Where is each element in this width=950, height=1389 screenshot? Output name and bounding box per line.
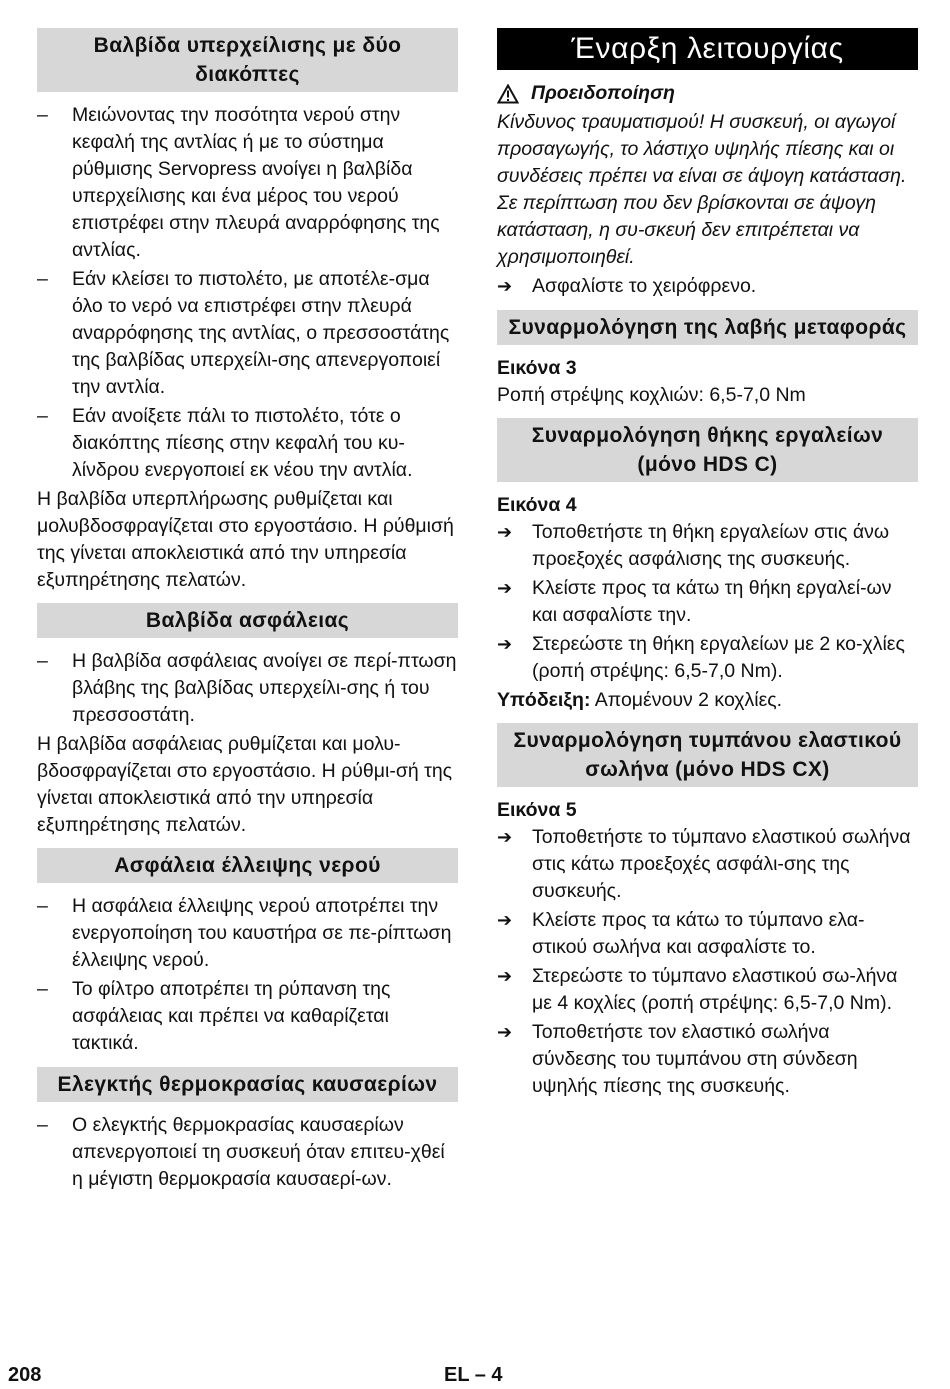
section-heading-hose-drum: Συναρμολόγηση τυμπάνου ελαστικού σωλήνα (μόνο HDS CX) bbox=[497, 723, 918, 787]
warning-text: Κίνδυνος τραυματισμού! Η συσκευή, οι αγωγοί προσαγωγής, το λάστιχο υψηλής πίεσης και οι συνδέσεις πρέπει να είναι σε άψογη κατάσταση. Σε περίπτωση που δεν βρίσκονται σε άψογη κατάσταση, η συ-σκευή δεν επιτρέπεται να χρησιμοποιηθεί. bbox=[497, 111, 907, 268]
step-text: Τοποθετήστε τη θήκη εργαλείων στις άνω προεξοχές ασφάλισης της συσκευής. bbox=[532, 521, 890, 570]
list-item-text: Ο ελεγκτής θερμοκρασίας καυσαερίων απενεργοποιεί τη συσκευή όταν επιτευ-χθεί η μέγιστη θερμοκρασία καυσαερί-ων. bbox=[72, 1114, 445, 1190]
warning-title-text: Προειδοποίηση bbox=[531, 82, 675, 104]
page-code: EL – 4 bbox=[444, 1364, 503, 1386]
arrow-right-icon: ➔ bbox=[497, 966, 513, 986]
arrow-right-icon: ➔ bbox=[497, 276, 513, 296]
step-text: Τοποθετήστε τον ελαστικό σωλήνα σύνδεσης του τυμπάνου στη σύνδεση υψηλής πίεσης της συσκευής. bbox=[532, 1021, 858, 1097]
warning-title bbox=[497, 80, 918, 107]
step-item bbox=[497, 1019, 918, 1100]
dash-marker: – bbox=[37, 650, 48, 672]
step-item bbox=[497, 907, 918, 961]
step-item bbox=[497, 963, 918, 1017]
section-heading-exhaust-temperature: Ελεγκτής θερμοκρασίας καυσαερίων bbox=[37, 1067, 458, 1102]
list-item bbox=[37, 403, 458, 484]
warning-triangle-icon bbox=[497, 84, 519, 104]
paragraph: Ροπή στρέψης κοχλιών: 6,5-7,0 Nm bbox=[497, 384, 806, 406]
chapter-heading-start: Έναρξη λειτουργίας bbox=[497, 28, 918, 70]
dash-marker: – bbox=[37, 268, 48, 290]
step-item bbox=[497, 519, 918, 573]
note-text: Απομένουν 2 κοχλίες. bbox=[594, 689, 783, 711]
arrow-right-icon: ➔ bbox=[497, 910, 513, 930]
list-item bbox=[37, 266, 458, 401]
right-column bbox=[497, 28, 918, 1102]
figure-reference: Εικόνα 5 bbox=[497, 799, 577, 821]
arrow-right-icon: ➔ bbox=[497, 634, 513, 654]
step-text: Κλείστε προς τα κάτω τη θήκη εργαλεί-ων και ασφαλίστε την. bbox=[532, 577, 892, 626]
page-number: 208 bbox=[8, 1364, 42, 1386]
note-label: Υπόδειξη: bbox=[497, 689, 591, 711]
dash-marker: – bbox=[37, 978, 48, 1000]
list-item bbox=[37, 1112, 458, 1193]
dash-marker: – bbox=[37, 895, 48, 917]
section-heading-safety-valve: Βαλβίδα ασφάλειας bbox=[37, 603, 458, 638]
step-text: Στερεώστε τη θήκη εργαλείων με 2 κο-χλίες (ροπή στρέψης: 6,5-7,0 Nm). bbox=[532, 633, 905, 682]
list-item-text: Το φίλτρο αποτρέπει τη ρύπανση της ασφάλειας και πρέπει να καθαρίζεται τακτικά. bbox=[72, 978, 391, 1054]
dash-marker: – bbox=[37, 405, 48, 427]
step-item bbox=[497, 273, 918, 300]
step-text: Στερεώστε το τύμπανο ελαστικού σω-λήνα με 4 κοχλίες (ροπή στρέψης: 6,5-7,0 Nm). bbox=[532, 965, 898, 1014]
note bbox=[497, 687, 918, 714]
list-item bbox=[37, 893, 458, 974]
step-text: Κλείστε προς τα κάτω το τύμπανο ελα-στικού σωλήνα και ασφαλίστε το. bbox=[532, 909, 865, 958]
list-item bbox=[37, 976, 458, 1057]
section-heading-water-shortage: Ασφάλεια έλλειψης νερού bbox=[37, 848, 458, 883]
left-column bbox=[37, 28, 458, 1195]
step-item bbox=[497, 631, 918, 685]
step-item bbox=[497, 575, 918, 629]
list-item-text: Η ασφάλεια έλλειψης νερού αποτρέπει την ενεργοποίηση του καυστήρα σε πε-ρίπτωση έλλειψης νερού. bbox=[72, 895, 452, 971]
paragraph: Η βαλβίδα υπερπλήρωσης ρυθμίζεται και μολυβδοσφραγίζεται στο εργοστάσιο. Η ρύθμισή της γίνεται αποκλειστικά από την υπηρεσία εξυπηρέτησης πελατών. bbox=[37, 488, 454, 591]
list-item-text: Εάν κλείσει το πιστολέτο, με αποτέλε-σμα όλο το νερό να επιστρέφει στην πλευρά αναρρόφησης της αντλίας, ο πρεσσοστάτης της βαλβίδας υπερχείλι-σης απενεργοποιεί την αντλία. bbox=[72, 268, 450, 398]
section-heading-toolbox: Συναρμολόγηση θήκης εργαλείων (μόνο HDS C) bbox=[497, 418, 918, 482]
figure-reference: Εικόνα 3 bbox=[497, 357, 577, 379]
dash-marker: – bbox=[37, 1114, 48, 1136]
step-text: Ασφαλίστε το χειρόφρενο. bbox=[532, 275, 757, 297]
arrow-right-icon: ➔ bbox=[497, 522, 513, 542]
list-item-text: Η βαλβίδα ασφάλειας ανοίγει σε περί-πτωση βλάβης της βαλβίδας υπερχείλι-σης ή του πρεσσοστάτη. bbox=[72, 650, 457, 726]
arrow-right-icon: ➔ bbox=[497, 1022, 513, 1042]
arrow-right-icon: ➔ bbox=[497, 578, 513, 598]
list-item-text: Μειώνοντας την ποσότητα νερού στην κεφαλή της αντλίας ή με το σύστημα ρύθμισης Servopress ανοίγει η βαλβίδα υπερχείλισης και ένα μέρος του νερού επιστρέφει στην πλευρά αναρρόφησης της αντλίας. bbox=[72, 104, 440, 261]
list-item bbox=[37, 102, 458, 264]
figure-reference: Εικόνα 4 bbox=[497, 494, 577, 516]
step-item bbox=[497, 824, 918, 905]
section-heading-overflow-valve: Βαλβίδα υπερχείλισης με δύο διακόπτες bbox=[37, 28, 458, 92]
step-text: Τοποθετήστε το τύμπανο ελαστικού σωλήνα στις κάτω προεξοχές ασφάλι-σης της συσκευής. bbox=[532, 826, 911, 902]
arrow-right-icon: ➔ bbox=[497, 827, 513, 847]
list-item-text: Εάν ανοίξετε πάλι το πιστολέτο, τότε ο διακόπτης πίεσης στην κεφαλή του κυ-λίνδρου ενεργοποιεί εκ νέου την αντλία. bbox=[72, 405, 413, 481]
paragraph: Η βαλβίδα ασφάλειας ρυθμίζεται και μολυ-βδοσφραγίζεται στο εργοστάσιο. Η ρύθμι-σή της γίνεται αποκλειστικά από την υπηρεσία εξυπηρέτησης πελατών. bbox=[37, 733, 453, 836]
section-heading-carry-handle: Συναρμολόγηση της λαβής μεταφοράς bbox=[497, 310, 918, 345]
dash-marker: – bbox=[37, 104, 48, 126]
list-item bbox=[37, 648, 458, 729]
